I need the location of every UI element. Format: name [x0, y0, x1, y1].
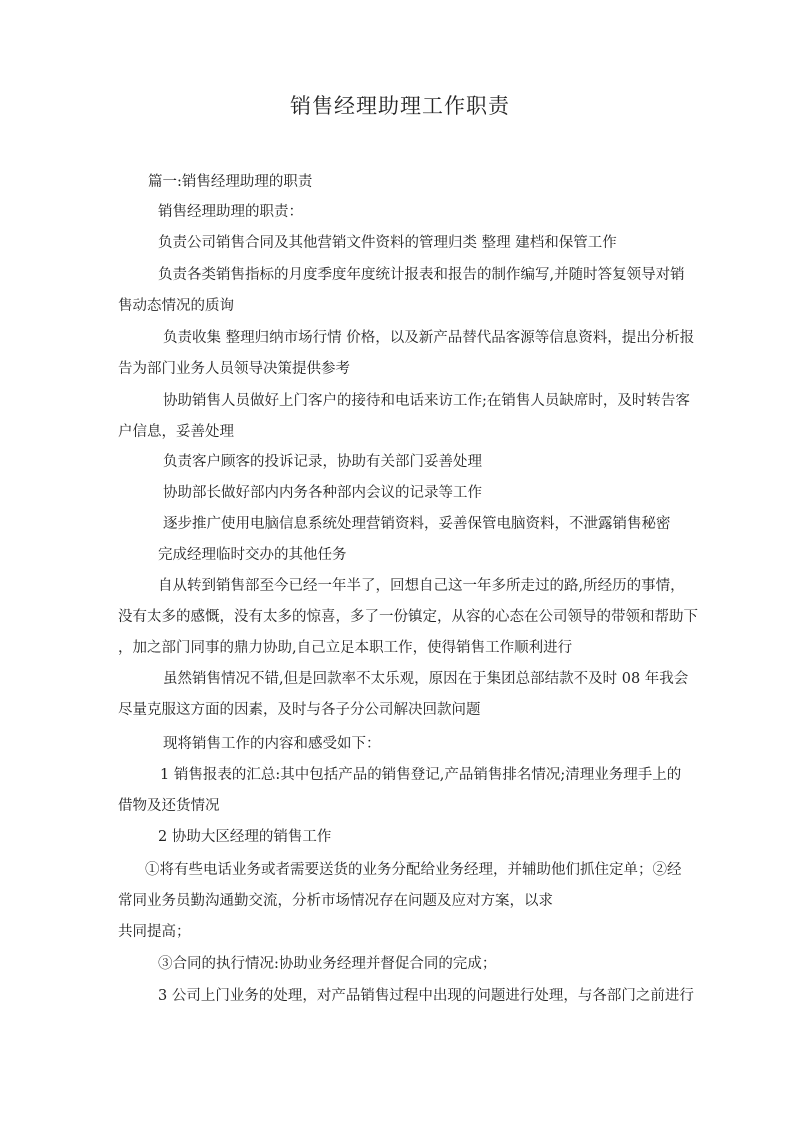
paragraph-line: 负责客户顾客的投诉记录，协助有关部门妥善处理 — [163, 454, 482, 470]
paragraph-line: 完成经理临时交办的其他任务 — [158, 547, 347, 563]
paragraph-line: ，加之部门同事的鼎力协助,自己立足本职工作，使得销售工作顺利进行 — [118, 640, 573, 656]
paragraph-line: 常同业务员勤沟通勤交流，分析市场情况存在问题及应对方案，以求 — [118, 893, 553, 909]
paragraph-line: 负责各类销售指标的月度季度年度统计报表和报告的制作编写,并随时答复领导对销 — [158, 267, 685, 283]
paragraph-line: 协助销售人员做好上门客户的接待和电话来访工作;在销售人员缺席时，及时转告客 — [163, 393, 690, 409]
paragraph-line: ①将有些电话业务或者需要送货的业务分配给业务经理，并辅助他们抓住定单；②经 — [145, 862, 682, 878]
paragraph-line: 负责收集 整理归纳市场行情 价格，以及新产品替代品客源等信息资料，提出分析报 — [163, 330, 695, 346]
paragraph-line: 负责公司销售合同及其他营销文件资料的管理归类 整理 建档和保管工作 — [158, 235, 617, 251]
paragraph-line: 借物及还货情况 — [118, 798, 220, 814]
document-title: 销售经理助理工作职责 — [290, 94, 510, 118]
paragraph-line: 户信息，妥善处理 — [118, 424, 234, 440]
paragraph-line: 现将销售工作的内容和感受如下： — [163, 736, 381, 752]
paragraph-line: 告为部门业务人员领导决策提供参考 — [118, 361, 350, 377]
paragraph-line: ③合同的执行情况:协助业务经理并督促合同的完成； — [158, 956, 497, 972]
section-heading: 篇一:销售经理助理的职责 — [148, 174, 313, 190]
paragraph-line: 3 公司上门业务的处理，对产品销售过程中出现的问题进行处理，与各部门之前进行 — [158, 988, 694, 1004]
paragraph-line: 协助部长做好部内内务各种部内会议的记录等工作 — [163, 485, 482, 501]
paragraph-line: 尽量克服这方面的因素，及时与各子分公司解决回款问题 — [118, 702, 481, 718]
paragraph-line: 自从转到销售部至今已经一年半了，回想自己这一年多所走过的路,所经历的事情， — [158, 578, 685, 594]
paragraph-line: 销售经理助理的职责： — [158, 204, 303, 220]
paragraph-line: 虽然销售情况不错,但是回款率不太乐观，原因在于集团总部结款不及时 08 年我会 — [163, 671, 689, 687]
paragraph-line: 1 销售报表的汇总:其中包括产品的销售登记,产品销售排名情况;清理业务理手上的 — [160, 767, 682, 783]
paragraph-line: 逐步推广使用电脑信息系统处理营销资料，妥善保管电脑资料，不泄露销售秘密 — [163, 516, 671, 532]
paragraph-line: 共同提高； — [118, 924, 191, 940]
paragraph-line: 2 协助大区经理的销售工作 — [158, 829, 332, 845]
paragraph-line: 没有太多的感慨，没有太多的惊喜，多了一份镇定，从容的心态在公司领导的带领和帮助下 — [118, 609, 698, 625]
paragraph-line: 售动态情况的质询 — [118, 298, 234, 314]
